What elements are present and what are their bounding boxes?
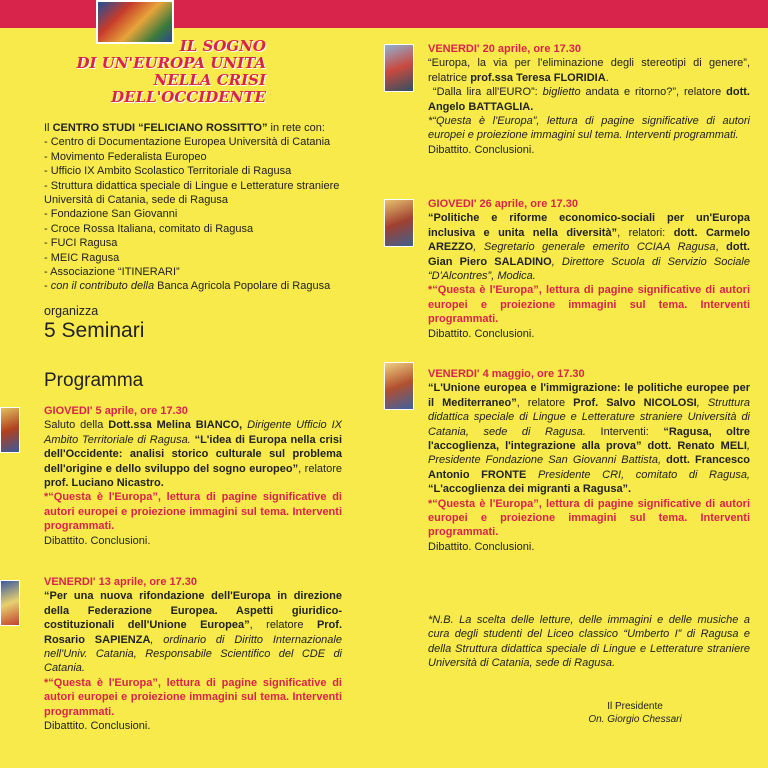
list-item: - con il contributo della Banca Agricola Popolare di Ragusa bbox=[44, 279, 374, 293]
list-item: - Struttura didattica speciale di Lingue e Letterature straniere Università di Catania, sede di Ragusa bbox=[44, 179, 374, 208]
poster-title bbox=[66, 38, 266, 106]
title-line: DELL'OCCIDENTE bbox=[111, 88, 266, 106]
president-name: On. Giorgio Chessari bbox=[588, 714, 682, 725]
list-item: - Croce Rossa Italiana, comitato di Ragusa bbox=[44, 222, 374, 236]
footnote: *N.B. La scelta delle letture, delle immagini e delle musiche a cura degli studenti del Liceo classico “Umberto I” di Ragusa e della Struttura didattica speciale di Lingue e Letterature straniere Università di Catania, sede di Ragusa. bbox=[428, 614, 750, 670]
title-line: IL SOGNO bbox=[179, 37, 266, 55]
seminar-2: VENERDI' 13 aprile, ore 17.30 “Per una nuova rifondazione dell'Europa in direzione della Federazione Europea. Aspetti giuridico-costituzionali dell'Unione Europea”, relatore Prof. Rosario SAPIENZA, ordinario di Diritto Internazionale nell'Univ. Catania, Responsabile Scientifico del CDE di Catania. *“Questa è l'Europa”, lettura di pagine significative di autori europei e proiezione immagini sul tema. Interventi programmati. Dibattito. Conclusioni. bbox=[44, 576, 342, 733]
seminar-5: VENERDI' 4 maggio, ore 17.30 “L'Unione europea e l'immigrazione: le politiche europee per il Mediterraneo”, relatore Prof. Salvo NICOLOSI, Struttura didattica speciale di Lingue e Letterature straniere Università di Catania, sede di Ragusa. Interventi: “Ragusa, oltre l'accoglienza, l'integrazione alla prova” dott. Renato MELI, Presidente Fondazione San Giovanni Battista, dott. Francesco Antonio FRONTE Presidente CRI, comitato di Ragusa, “L'accoglienza dei migranti a Ragusa”. *“Questa è l'Europa”, lettura di pagine significative di autori europei e proiezione immagini sul tema. Interventi programmati. Dibattito. Conclusioni. bbox=[428, 368, 751, 553]
programma-heading: Programma bbox=[44, 370, 144, 391]
reading-note: *“Questa è l'Europa”, lettura di pagine significative di autori europei e proiezione immagini sul tema. Interventi programmati. bbox=[44, 491, 342, 533]
seminar-2-image bbox=[0, 580, 20, 626]
seminar-1-image bbox=[0, 407, 20, 453]
intro-block bbox=[44, 121, 374, 294]
reading-note: *“Questa è l'Europa”, lettura di pagine significative di autori europei e proiezione immagini sul tema. Interventi programmati. bbox=[428, 284, 750, 326]
seminar-1: GIOVEDI' 5 aprile, ore 17.30 Saluto della Dott.ssa Melina BIANCO, Dirigente Ufficio IX Ambito Territoriale di Ragusa. “L'idea di Europa nella crisi dell'Occidente: analisi storico culturale sul problema dell'origine e dello sviluppo del sogno europeo”, relatore prof. Luciano Nicastro. *“Questa è l'Europa”, lettura di pagine significative di autori europei e proiezione immagini sul tema. Interventi programmati. Dibattito. Conclusioni. bbox=[44, 405, 342, 547]
intro-lead: Il CENTRO STUDI “FELICIANO ROSSITTO” in rete con: bbox=[44, 122, 325, 134]
seminar-3: VENERDI' 20 aprile, ore 17.30 “Europa, la via per l'eliminazione degli stereotipi di genere”, relatrice prof.ssa Teresa FLORIDIA. “Dalla lira all'EURO”: biglietto andata e ritorno?”, relatore dott. Angelo BATTAGLIA. *“Questa è l'Europa”, lettura di pagine significative di autori europei e proiezione immagini sul tema. Interventi programmati. Dibattito. Conclusioni. bbox=[428, 43, 750, 156]
title-line: DI UN'EUROPA UNITA bbox=[76, 54, 266, 72]
seminar-date: GIOVEDI' 5 aprile, ore 17.30 bbox=[44, 405, 188, 417]
president-title: Il Presidente bbox=[607, 701, 663, 712]
seminar-4-image bbox=[384, 199, 414, 247]
reading-note: *“Questa è l'Europa”, lettura di pagine significative di autori europei e proiezione immagini sul tema. Interventi programmati. bbox=[44, 676, 342, 718]
partner-list bbox=[44, 135, 374, 293]
list-item: - MEIC Ragusa bbox=[44, 251, 374, 265]
reading-note: *“Questa è l'Europa”, lettura di pagine significative di autori europei e proiezione immagini sul tema. Interventi programmati. bbox=[428, 115, 750, 142]
organizza-label: organizza bbox=[44, 304, 99, 318]
closing-text: Dibattito. Conclusioni. bbox=[44, 720, 151, 733]
seminar-date: VENERDI' 13 aprile, ore 17.30 bbox=[44, 576, 198, 588]
list-item: - Fondazione San Giovanni bbox=[44, 207, 374, 221]
reading-note: *“Questa è l'Europa”, lettura di pagine significative di autori europei e proiezione immagini sul tema. Interventi programmati. bbox=[428, 497, 750, 539]
list-item: - FUCI Ragusa bbox=[44, 236, 374, 250]
president-signature bbox=[560, 700, 710, 726]
seminar-5-image bbox=[384, 362, 414, 410]
closing-text: Dibattito. Conclusioni. bbox=[428, 143, 535, 156]
seminar-date: VENERDI' 4 maggio, ore 17.30 bbox=[428, 368, 585, 380]
seminar-4: GIOVEDI' 26 aprile, ore 17.30 “Politiche e riforme economico-sociali per un'Europa inclusiva e unita nella diversità”, relatori: dott. Carmelo AREZZO, Segretario generale emerito CCIAA Ragusa, dott. Gian Piero SALADINO, Direttore Scuola di Servizio Sociale “D'Alcontres”, Modica. *“Questa è l'Europa”, lettura di pagine significative di autori europei e proiezione immagini sul tema. Interventi programmati. Dibattito. Conclusioni. bbox=[428, 198, 750, 340]
list-item: - Movimento Federalista Europeo bbox=[44, 150, 374, 164]
list-item: - Centro di Documentazione Europea Università di Catania bbox=[44, 135, 374, 149]
seminar-3-image bbox=[384, 44, 414, 92]
closing-text: Dibattito. Conclusioni. bbox=[44, 534, 151, 547]
seminar-date: GIOVEDI' 26 aprile, ore 17.30 bbox=[428, 198, 578, 210]
list-item: - Ufficio IX Ambito Scolastico Territoriale di Ragusa bbox=[44, 164, 374, 178]
title-line: NELLA CRISI bbox=[153, 71, 266, 89]
closing-text: Dibattito. Conclusioni. bbox=[428, 327, 535, 340]
list-item: - Associazione “ITINERARI” bbox=[44, 265, 374, 279]
closing-text: Dibattito. Conclusioni. bbox=[428, 540, 535, 553]
seminari-heading: 5 Seminari bbox=[44, 319, 145, 342]
seminar-date: VENERDI' 20 aprile, ore 17.30 bbox=[428, 43, 582, 55]
